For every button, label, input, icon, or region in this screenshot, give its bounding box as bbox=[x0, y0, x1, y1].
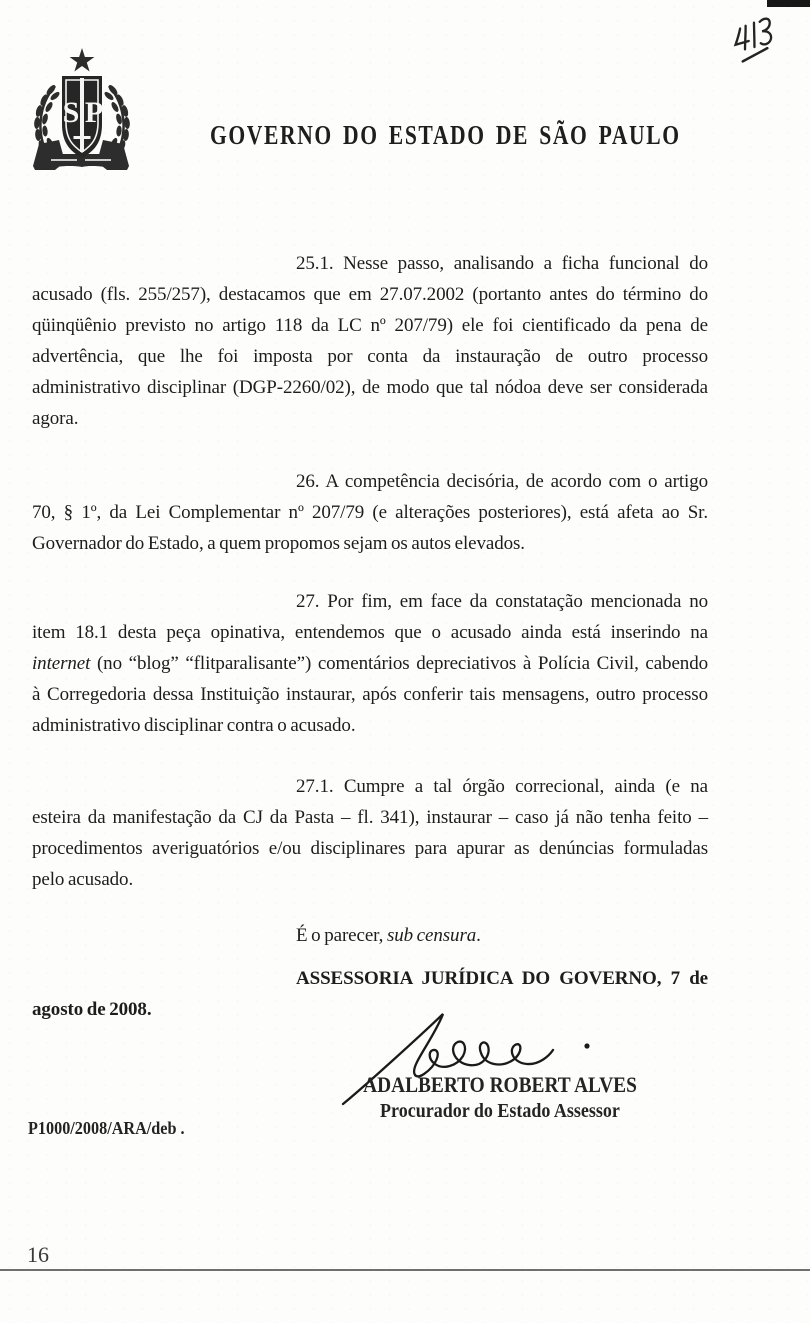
paragraph-27-1 bbox=[32, 771, 708, 895]
text-line: agosto de 2008. bbox=[32, 999, 152, 1020]
text-line: esteira da manifestação da CJ da Pasta – fl. 341), instaurar – caso já não tenha feito – bbox=[32, 807, 708, 828]
text-line: pelo acusado. bbox=[32, 869, 134, 890]
handwritten-folio-number bbox=[728, 14, 796, 76]
signatory-title: Procurador do Estado Assessor bbox=[380, 1100, 620, 1122]
document-header-title: GOVERNO DO ESTADO DE SÃO PAULO bbox=[210, 120, 681, 150]
text-line: ASSESSORIA JURÍDICA DO GOVERNO, 7 de bbox=[296, 968, 708, 989]
logo-letter-p: P bbox=[84, 96, 104, 129]
star-icon bbox=[70, 48, 95, 72]
text-line: 27. Por fim, em face da constatação mencionada no bbox=[296, 591, 708, 612]
text-line: internet (no “blog” “flitparalisante”) comentários depreciativos à Polícia Civil, cabendo bbox=[32, 653, 708, 674]
text-line: 70, § 1º, da Lei Complementar nº 207/79 (e alterações posteriores), está afeta ao Sr. bbox=[32, 502, 708, 523]
text-line: item 18.1 desta peça opinativa, entendemos que o acusado ainda está inserindo na bbox=[32, 622, 708, 643]
closing-opinion bbox=[32, 920, 708, 951]
document-reference: P1000/2008/ARA/deb . bbox=[28, 1118, 185, 1138]
bottom-divider bbox=[0, 1269, 810, 1271]
signatory-block bbox=[320, 1072, 680, 1124]
text-line: qüinqüênio previsto no artigo 118 da LC nº 207/79) ele foi cientificado da pena de bbox=[32, 315, 708, 336]
text-line: procedimentos averiguatórios e/ou disciplinares para apurar as denúncias formuladas bbox=[32, 838, 708, 859]
signatory-name: ADALBERTO ROBERT ALVES bbox=[363, 1072, 637, 1097]
text-line: agora. bbox=[32, 408, 79, 429]
text-line: administrativo disciplinar contra o acusado. bbox=[32, 715, 356, 736]
scan-artifact-strip bbox=[767, 0, 810, 7]
page-number: 16 bbox=[27, 1242, 49, 1267]
text-line: acusado (fls. 255/257), destacamos que em 27.07.2002 (portanto antes do término do bbox=[32, 284, 708, 305]
paragraph-25-1 bbox=[32, 248, 708, 434]
paragraph-26 bbox=[32, 466, 708, 559]
text-line: 26. A competência decisória, de acordo com o artigo bbox=[296, 471, 708, 492]
text-line: É o parecer, sub censura. bbox=[296, 925, 481, 946]
paragraph-27 bbox=[32, 586, 708, 741]
text-line: administrativo disciplinar (DGP-2260/02), de modo que tal nódoa deve ser considerada bbox=[32, 377, 708, 398]
text-line: advertência, que lhe foi imposta por conta da instauração de outro processo bbox=[32, 346, 708, 367]
text-line: Governador do Estado, a quem propomos sejam os autos elevados. bbox=[32, 533, 525, 554]
logo-letter-s: S bbox=[62, 96, 80, 129]
text-line: 25.1. Nesse passo, analisando a ficha funcional do bbox=[296, 253, 708, 274]
text-line: à Corregedoria dessa Instituição instaurar, após conferir tais mensagens, outro processo bbox=[32, 684, 708, 705]
sp-coat-of-arms-logo bbox=[25, 44, 137, 186]
text-line: 27.1. Cumpre a tal órgão correcional, ainda (e na bbox=[296, 776, 708, 797]
